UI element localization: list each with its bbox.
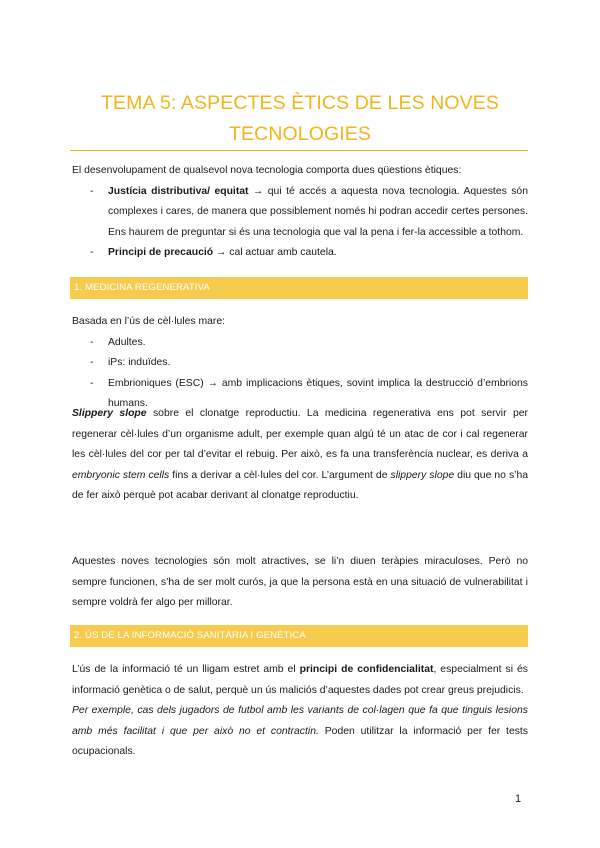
italic-term: slippery slope [390,469,455,481]
example-text: Per exemple, cas dels jugadors de futbol amb les variants de col·lagen que fa que tinguis lesions amb més facilitat i que per això no et contractin. [72,705,528,737]
list-item-text: iPs: induïdes. [108,357,171,368]
list-item [72,333,528,354]
dash-bullet: - [90,185,94,197]
slippery-slope-term: Slippery slope [72,408,147,419]
intro-list [72,182,528,264]
intro-item-text: qui té accés a aquesta nova tecnologia. Aquestes són complexes i cares, de manera que possiblement només hi podran accedir certes persones. Ens haurem de preguntar si és una tecnologia que val la pena i fer-la accessible a tothom. [108,185,528,238]
dash-bullet: - [90,377,94,389]
list-item [72,353,528,374]
intro-paragraph: El desenvolupament de qualsevol nova tecnologia comporta dues qüestions ètiques: [72,165,462,176]
dash-bullet: - [90,357,94,368]
paragraph-text: fins a derivar a cèl·lules del cor. L’argument de [169,469,391,481]
list-item [72,243,528,264]
title-line-2: TECNOLOGIES [229,123,371,145]
italic-term: embryonic stem cells [72,469,170,481]
title-underline [70,150,528,151]
list-item-text: Adultes. [108,336,146,348]
confidentiality-term: principi de confidencialitat [299,664,434,675]
section-1-lead: Basada en l’ús de cèl·lules mare: [72,316,226,327]
paragraph-text: , especialment si és informació genètica o de salut, perquè un ús maliciós d’aquestes dades pot crear greus prejudicis. [72,664,528,696]
paragraph-text: sobre el clonatge reproductiu. La medicina regenerativa ens pot servir per regenerar cèl·lules d’un organisme adult, per exemple quan algú té un atac de cor i cal regenerar les cèl·lules del cor per tal d’evitar el rebuig. Per això, es fa una transferència nuclear, es deriva a [72,408,528,460]
term-precaucio: Principi de precaució [108,247,214,258]
paragraph-text: Poden utilitzar la informació per fer tests ocupacionals. [72,725,529,757]
cell-types-list [72,333,528,415]
term-justicia: Justícia distributiva/ equitat [108,185,249,197]
therapies-paragraph: Aquestes noves tecnologies són molt atractives, se li’n diuen teràpies miraculoses. Però no sempre funcionen, s’ha de ser molt curós, ja que la persona està en una situació de vulnerabilitat i sempre voldrà fer algo per millorar. [72,556,528,608]
arrow-icon: → [215,247,227,258]
dash-bullet: - [90,247,94,258]
arrow-icon: → [252,185,264,197]
section-1-lead-block [72,312,528,415]
list-item-text: Embrioniques (ESC) → amb implicacions ètiques, sovint implica la destrucció d’embrions humans. [108,377,528,409]
section-heading-1: 1. MEDICINA REGENERATIVA [70,277,528,299]
list-item [72,182,528,244]
section-heading-2: 2. ÚS DE LA INFORMACIÓ SANITÀRIA I GENÈTICA [70,625,528,647]
intro-item-text: cal actuar amb cautela. [226,247,337,258]
confidentiality-paragraph [72,660,528,701]
paragraph-text: diu que no s’ha de fer això perquè pot acabar derivant al clonatge reproductiu. [72,469,528,501]
slippery-slope-paragraph [72,404,528,507]
title-line-1: TEMA 5: ASPECTES ÈTICS DE LES NOVES [101,92,499,114]
document-title [70,88,530,150]
paragraph-text: L’ús de la informació té un lligam estret amb el [72,664,300,675]
page-number: 1 [515,793,522,805]
example-paragraph [72,701,528,763]
intro-block [72,161,528,264]
dash-bullet: - [90,336,94,348]
